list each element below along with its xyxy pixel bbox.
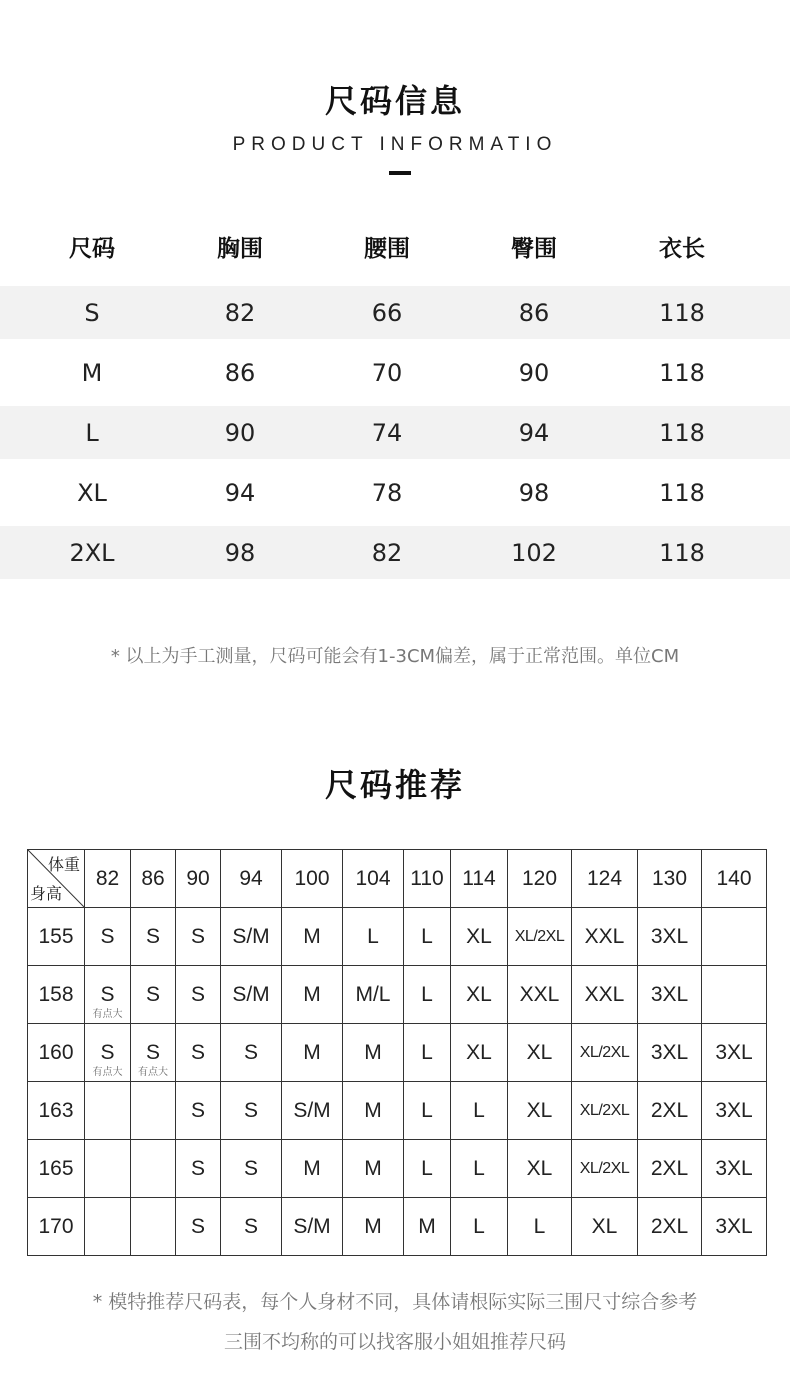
size-recommend-cell: S (176, 966, 221, 1024)
size-recommend-cell: L (451, 1082, 508, 1140)
size-recommend-cell: S (176, 1140, 221, 1198)
size-value: S (145, 1040, 160, 1064)
size-recommend-cell: XXL (572, 966, 638, 1024)
size-info-subtitle: PRODUCT INFORMATIO (232, 134, 558, 155)
header-length: 衣长 (659, 235, 705, 262)
size-recommend-cell: S (221, 1140, 282, 1198)
height-cell: 160 (28, 1024, 85, 1082)
size-row (0, 466, 790, 519)
size-recommend-title: 尺码推荐 (324, 766, 465, 804)
size-recommend-cell: M (343, 1198, 404, 1256)
size-recommend-cell: S (176, 1082, 221, 1140)
length-cell: 118 (659, 298, 705, 327)
size-recommend-cell: S (131, 966, 176, 1024)
size-recommend-cell: M/L (343, 966, 404, 1024)
chest-cell: 94 (224, 478, 256, 507)
header-waist: 腰围 (364, 235, 410, 262)
weight-header-cell: 100 (282, 850, 343, 908)
weight-header-cell: 120 (508, 850, 572, 908)
size-recommend-cell: 3XL (638, 966, 702, 1024)
size-row (0, 406, 790, 459)
length-cell: 118 (659, 478, 705, 507)
hip-cell: 98 (518, 478, 550, 507)
size-info-header-row (0, 216, 790, 276)
size-recommend-cell: 2XL (638, 1198, 702, 1256)
size-recommend-cell: S (221, 1024, 282, 1082)
size-recommend-cell: S/M (221, 908, 282, 966)
waist-cell: 74 (371, 418, 403, 447)
height-cell: 155 (28, 908, 85, 966)
weight-axis-label: 体重 (47, 857, 80, 874)
size-recommend-cell: 2XL (638, 1082, 702, 1140)
weight-header-cell: 94 (221, 850, 282, 908)
size-recommend-cell (131, 1140, 176, 1198)
size-cell: S (84, 298, 100, 327)
weight-header-cell: 114 (451, 850, 508, 908)
height-row (28, 966, 767, 1024)
waist-cell: 78 (371, 478, 403, 507)
size-value: S (100, 982, 115, 1006)
length-cell: 118 (659, 538, 705, 567)
size-recommend-cell: XL/2XL (572, 1082, 638, 1140)
height-row (28, 1024, 767, 1082)
size-row (0, 526, 790, 579)
slightly-large-tip: 有点大 (138, 1067, 168, 1078)
height-row (28, 1198, 767, 1256)
size-value: S (100, 1040, 115, 1064)
waist-cell: 66 (371, 298, 403, 327)
size-row (0, 346, 790, 399)
slightly-large-tip: 有点大 (92, 1067, 123, 1078)
size-recommend-cell: S (221, 1082, 282, 1140)
height-cell: 158 (28, 966, 85, 1024)
size-recommend-cell: S (131, 908, 176, 966)
weight-header-cell: 90 (176, 850, 221, 908)
size-recommend-cell: S/M (282, 1082, 343, 1140)
waist-cell: 70 (371, 358, 403, 387)
chest-cell: 86 (224, 358, 256, 387)
size-recommend-cell: M (404, 1198, 451, 1256)
size-recommend-cell: M (343, 1024, 404, 1082)
title-divider (389, 171, 411, 175)
size-recommend-body (28, 850, 767, 1256)
size-cell: 2XL (69, 538, 115, 567)
height-row (28, 908, 767, 966)
waist-cell: 82 (371, 538, 403, 567)
weight-header-cell: 124 (572, 850, 638, 908)
size-recommend-cell: 2XL (638, 1140, 702, 1198)
weight-header-row (28, 850, 767, 908)
size-recommend-cell: L (404, 966, 451, 1024)
size-recommend-cell: S/M (221, 966, 282, 1024)
slightly-large-tip: 有点大 (92, 1009, 123, 1020)
size-row (0, 286, 790, 339)
weight-header-cell: 82 (85, 850, 131, 908)
header-chest: 胸围 (217, 235, 263, 262)
size-recommend-cell: XL (451, 966, 508, 1024)
size-recommend-table (27, 849, 767, 1256)
size-cell: L (85, 418, 99, 447)
size-recommend-cell: S (176, 908, 221, 966)
size-recommend-cell: S (221, 1198, 282, 1256)
size-recommend-cell: XXL (508, 966, 572, 1024)
size-recommend-cell (702, 908, 767, 966)
size-recommend-cell: M (343, 1140, 404, 1198)
size-recommend-cell: L (404, 1082, 451, 1140)
weight-header-cell: 110 (404, 850, 451, 908)
size-recommend-cell: 3XL (638, 908, 702, 966)
hip-cell: 86 (518, 298, 550, 327)
size-recommend-cell: 3XL (702, 1082, 767, 1140)
height-row (28, 1082, 767, 1140)
size-recommend-cell: S (176, 1198, 221, 1256)
size-recommend-cell: XL/2XL (508, 908, 572, 966)
size-recommend-cell: L (508, 1198, 572, 1256)
size-recommend-cell: S/M (282, 1198, 343, 1256)
size-cell: XL (77, 478, 107, 507)
size-recommend-cell: M (343, 1082, 404, 1140)
hip-cell: 94 (518, 418, 550, 447)
size-recommend-cell: 3XL (638, 1024, 702, 1082)
height-cell: 163 (28, 1082, 85, 1140)
hip-cell: 102 (511, 538, 557, 567)
size-recommend-cell (131, 1024, 176, 1082)
size-recommend-cell: M (282, 966, 343, 1024)
size-recommend-cell: XL/2XL (572, 1024, 638, 1082)
weight-header-cell: 104 (343, 850, 404, 908)
size-recommend-cell (131, 1082, 176, 1140)
weight-header-cell: 140 (702, 850, 767, 908)
size-recommend-cell: M (282, 908, 343, 966)
size-recommend-cell (131, 1198, 176, 1256)
size-recommend-cell: XXL (572, 908, 638, 966)
recommend-note-line2: 三围不均称的可以找客服小姐姐推荐尺码 (223, 1331, 566, 1353)
size-recommend-cell (702, 966, 767, 1024)
size-recommend-cell: XL/2XL (572, 1140, 638, 1198)
weight-header-cell: 130 (638, 850, 702, 908)
size-recommend-cell: L (404, 908, 451, 966)
length-cell: 118 (659, 418, 705, 447)
size-recommend-cell: S (176, 1024, 221, 1082)
corner-cell (28, 850, 85, 908)
chest-cell: 90 (224, 418, 256, 447)
size-recommend-cell: L (451, 1140, 508, 1198)
height-cell: 165 (28, 1140, 85, 1198)
size-recommend-cell: S (85, 908, 131, 966)
weight-header-cell: 86 (131, 850, 176, 908)
size-recommend-cell: 3XL (702, 1024, 767, 1082)
header-hip: 臀围 (511, 235, 557, 262)
size-recommend-cell: L (404, 1024, 451, 1082)
size-cell: M (81, 358, 103, 387)
length-cell: 118 (659, 358, 705, 387)
chest-cell: 98 (224, 538, 256, 567)
header-size: 尺码 (69, 235, 115, 262)
height-cell: 170 (28, 1198, 85, 1256)
chest-cell: 82 (224, 298, 256, 327)
size-recommend-cell (85, 1198, 131, 1256)
height-row (28, 1140, 767, 1198)
size-recommend-cell: L (404, 1140, 451, 1198)
size-info-table (0, 216, 790, 586)
size-recommend-cell: XL (572, 1198, 638, 1256)
size-recommend-cell: M (282, 1024, 343, 1082)
size-recommend-cell: L (451, 1198, 508, 1256)
size-recommend-cell (85, 1024, 131, 1082)
hip-cell: 90 (518, 358, 550, 387)
size-recommend-cell: XL (508, 1082, 572, 1140)
size-recommend-cell: 3XL (702, 1198, 767, 1256)
size-recommend-cell: M (282, 1140, 343, 1198)
size-recommend-cell: 3XL (702, 1140, 767, 1198)
size-recommend-cell: XL (508, 1140, 572, 1198)
size-recommend-cell: L (343, 908, 404, 966)
height-axis-label: 身高 (30, 886, 63, 903)
size-recommend-cell (85, 1082, 131, 1140)
size-recommend-cell (85, 1140, 131, 1198)
size-recommend-cell: XL (508, 1024, 572, 1082)
size-recommend-cell: XL (451, 1024, 508, 1082)
size-recommend-cell (85, 966, 131, 1024)
recommend-note-line1: * 模特推荐尺码表，每个人身材不同，具体请根际实际三围尺寸综合参考 (92, 1291, 698, 1313)
size-info-title: 尺码信息 (324, 82, 465, 120)
size-recommend-cell: XL (451, 908, 508, 966)
measurement-note: * 以上为手工测量，尺码可能会有1-3CM偏差，属于正常范围。单位CM (110, 646, 680, 667)
